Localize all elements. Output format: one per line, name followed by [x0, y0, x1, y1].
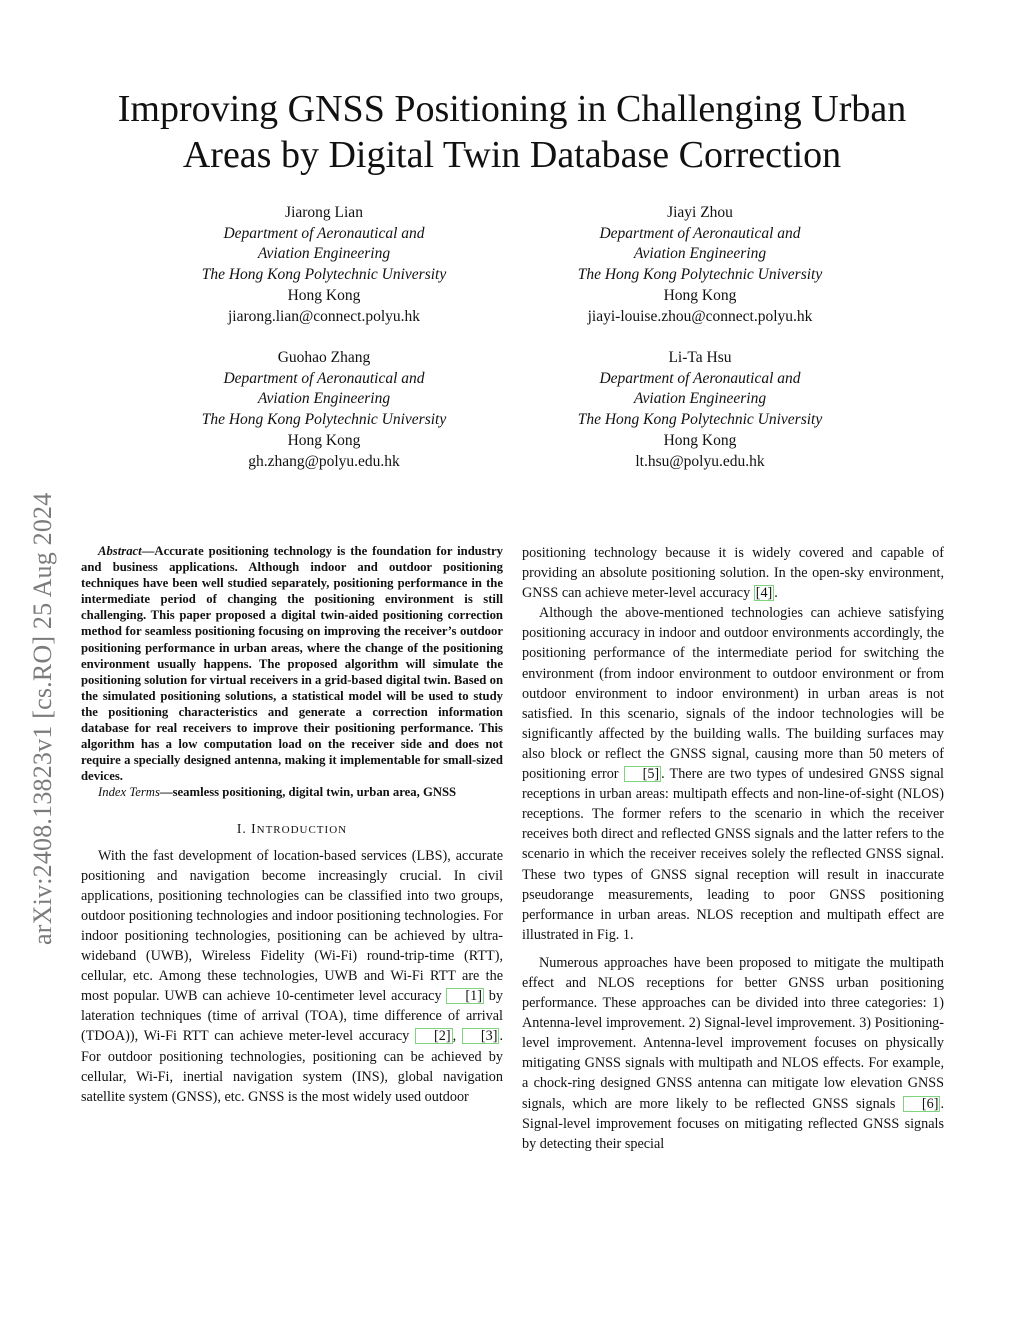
right-text-part-2b: . There are two types of undesired GNSS signal receptions in urban areas: multipath effects and non-line-of-sight (NLOS) receptions. The former refers to the scenario in which the receiver receives both direct and reflected GNSS signals and the latter refers to the scenario in which the receiver receives solely the reflected GNSS signal. These two types of GNSS signal reception will result in inaccurate pseudorange measurements, leading to poor GNSS positioning performance in urban areas. NLOS reception and multipath effect are illustrated in Fig. 1.	[522, 766, 944, 943]
author-department-line-2: Aviation Engineering	[633, 245, 767, 263]
citation-link-6[interactable]: [6]	[903, 1096, 941, 1112]
intro-text-part-1: With the fast development of location-based services (LBS), accurate positioning and navigation become increasingly crucial. In civil applications, positioning technologies can be classified into two groups, outdoor positioning technologies and indoor positioning technologies. For indoor positioning technologies, positioning can be achieved by ultra-wideband (UWB), Wireless Fidelity (Wi-Fi) round-trip-time (RTT), cellular, etc. Among these technologies, UWB and Wi-Fi RTT are the most popular. UWB can achieve 10-centimeter level accuracy	[81, 847, 503, 1005]
author-city: Hong Kong	[663, 286, 737, 304]
author-university: The Hong Kong Polytechnic University	[577, 411, 823, 429]
citation-link-5[interactable]: [5]	[624, 766, 662, 782]
abstract-lead: Abstract	[98, 544, 142, 558]
author-university: The Hong Kong Polytechnic University	[201, 411, 447, 429]
citation-link-1[interactable]: [1]	[446, 988, 484, 1004]
right-text-part-2: Although the above-mentioned technologies can achieve satisfying positioning accuracy in indoor and outdoor environments accordingly, the positioning performance of the intermediate period for switching the environment (from indoor environment to outdoor environment or from outdoor environment to indoor environment) in urban areas is not satisfied. In this scenario, signals of the indoor technologies will be significantly affected by the building walls. The building surfaces may also block or reflect the GNSS signal, causing more than 50 meters of positioning error	[522, 605, 944, 783]
intro-paragraph-1	[81, 846, 503, 1107]
paper-title-line-1: Improving GNSS Positioning in Challenging Urban	[117, 88, 907, 130]
author-city: Hong Kong	[287, 431, 361, 449]
abstract-text: —Accurate positioning technology is the foundation for industry and business applications. Although indoor and outdoor positioning techniques have been well studied separately, positioning performance in the intermediate period of changing the positioning environment is still challenging. This paper proposed a digital twin-aided positioning correction method for seamless positioning focusing on improving the receiver’s outdoor positioning performance in urban areas, where the change of the positioning environment usually happens. The proposed algorithm will simulate the positioning solution for virtual receivers in a grid-based digital twin. Based on the simulated positioning solutions, a statistical model will be used to study the positioning characteristics and generate a correction information database for real receivers to improve their positioning performance. This algorithm has a low computation load on the receiver side and does not require a specially designed antenna, making it implementable for small-sized devices.	[81, 544, 503, 784]
citation-separator: ,	[452, 1028, 462, 1045]
right-text-part-1b: .	[774, 585, 778, 602]
author-name: Li-Ta Hsu	[668, 349, 732, 366]
paper-title-line-2: Areas by Digital Twin Database Correction	[182, 134, 842, 176]
index-terms-lead: Index Terms	[98, 785, 160, 800]
index-terms-text: —seamless positioning, digital twin, urban area, GNSS	[159, 785, 457, 800]
arxiv-identifier-text: arXiv:2408.13823v1 [cs.RO] 25 Aug 2024	[28, 492, 57, 945]
author-email: lt.hsu@polyu.edu.hk	[635, 452, 765, 470]
author-department-line-2: Aviation Engineering	[257, 245, 391, 263]
section-heading-rest: NTRODUCTION	[256, 823, 348, 836]
author-department-line-1: Department of Aeronautical and	[223, 224, 425, 242]
author-block-4	[530, 348, 870, 472]
author-department-line-1: Department of Aeronautical and	[599, 369, 801, 387]
author-city: Hong Kong	[287, 286, 361, 304]
author-city: Hong Kong	[663, 431, 737, 449]
section-heading-introduction	[81, 819, 503, 840]
citation-link-4[interactable]: [4]	[755, 585, 773, 602]
right-text-part-3: Numerous approaches have been proposed to mitigate the multipath effect and NLOS receptions for better GNSS urban positioning performance. These approaches can be divided into three categories: 1) Antenna-level improvement. 2) Signal-level improvement. 3) Positioning-level improvement. Antenna-level improvement focuses on physically mitigating GNSS signals with multipath and NLOS effects. For example, a chock-ring designed GNSS antenna can mitigate low elevation GNSS signals, which are more likely to be reflected GNSS signals	[522, 954, 944, 1112]
citation-link-3[interactable]: [3]	[462, 1028, 500, 1044]
author-university: The Hong Kong Polytechnic University	[577, 266, 823, 284]
author-department-line-1: Department of Aeronautical and	[223, 369, 425, 387]
right-text-part-3b: . Signal-level improvement focuses on mitigating reflected GNSS signals by detecting their special	[522, 1095, 944, 1152]
citation-link-2[interactable]: [2]	[415, 1028, 453, 1044]
index-terms	[81, 784, 503, 800]
author-department-line-2: Aviation Engineering	[633, 390, 767, 408]
intro-text-part-2: by lateration techniques (time of arrival (TOA), time difference of arrival (TDOA)), Wi-Fi RTT can achieve meter-level accuracy	[81, 988, 503, 1045]
left-column	[81, 543, 503, 1107]
author-department-line-2: Aviation Engineering	[257, 390, 391, 408]
right-column	[522, 543, 944, 1154]
intro-text-part-3: . For outdoor positioning technologies, positioning can be achieved by cellular, Wi-Fi, inertial navigation system (INS), global navigation satellite system (GNSS), etc. GNSS is the most widely used outdoor	[81, 1028, 503, 1105]
author-block-1	[154, 203, 494, 327]
author-university: The Hong Kong Polytechnic University	[201, 266, 447, 284]
author-department-line-1: Department of Aeronautical and	[599, 224, 801, 242]
author-email: jiayi-louise.zhou@connect.polyu.hk	[587, 307, 813, 325]
intro-paragraph-2	[522, 603, 944, 945]
abstract	[81, 543, 503, 784]
author-block-3	[154, 348, 494, 472]
arxiv-identifier-stamp	[28, 345, 57, 945]
right-text-part-1: positioning technology because it is widely covered and capable of providing an absolute positioning solution. In the open-sky environment, GNSS can achieve meter-level accuracy	[522, 545, 944, 602]
author-name: Guohao Zhang	[277, 349, 371, 366]
section-heading-numeral: I. I	[236, 820, 257, 836]
author-email: gh.zhang@polyu.edu.hk	[248, 452, 400, 470]
author-name: Jiarong Lian	[285, 204, 363, 221]
author-name: Jiayi Zhou	[667, 204, 733, 221]
intro-paragraph-1-continued	[522, 543, 944, 603]
author-email: jiarong.lian@connect.polyu.hk	[227, 307, 421, 325]
author-block-2	[530, 203, 870, 327]
intro-paragraph-3	[522, 953, 944, 1154]
paper-title	[80, 86, 944, 178]
